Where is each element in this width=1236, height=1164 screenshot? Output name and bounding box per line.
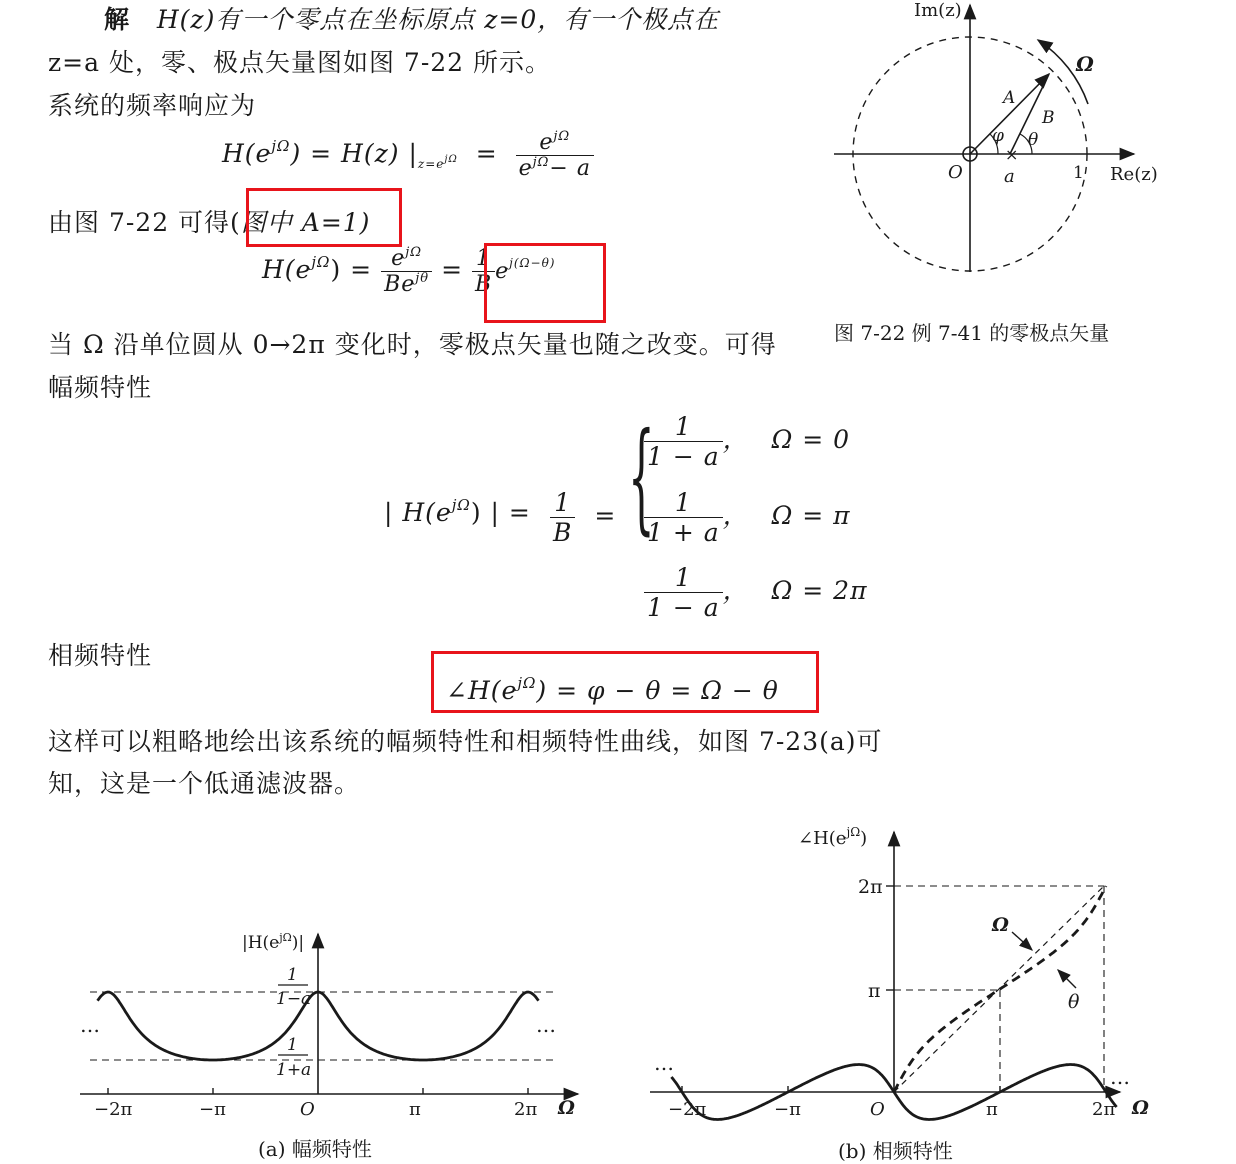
- phase-dots-left: …: [654, 1051, 674, 1075]
- phase-ytick-2pi: 2π: [858, 876, 883, 898]
- solution-line-5: 当 Ω 沿单位圆从 0→2π 变化时，零极点矢量也随之改变。可得: [48, 330, 777, 359]
- phase-theta-label: θ: [1068, 991, 1080, 1013]
- frequency-response-polar: $H(e^{j\Omega})$ = $\frac{e^{j\Omega}}{Be^{j\theta}}$ = $\frac{1}{B}$ $e^{j(\Omega-\theta)}$: [262, 245, 556, 297]
- phase-ytick-pi: π: [868, 980, 881, 1002]
- pole-a-label: a: [1004, 166, 1015, 187]
- mag-dots-right: …: [536, 1013, 556, 1037]
- solution-line-1: [104, 0, 719, 36]
- highlight-box-phase: [431, 651, 819, 713]
- mag-tick-label: O: [300, 1099, 315, 1120]
- solution-label: 解: [104, 5, 131, 34]
- phase-omega-label: Ω: [992, 914, 1009, 936]
- unit-label: 1: [1073, 163, 1084, 183]
- highlight-box-polar-form: [484, 243, 606, 323]
- phase-dots-right: …: [1110, 1065, 1130, 1089]
- fig722-caption: 图 7-22 例 7-41 的零极点矢量: [834, 321, 1110, 345]
- solution-line-9: 知，这是一个低通滤波器。: [48, 769, 361, 798]
- phase-equation: $\angle H(e^{j\Omega}) = \varphi - \theta = \Omega - \theta$: [446, 674, 779, 705]
- phase-response-chart: [640, 820, 1160, 1164]
- vector-b-label: B: [1042, 108, 1055, 128]
- solution-line-2: z=a 处，零、极点矢量图如图 7-22 所示。: [48, 48, 552, 77]
- mag-top-num: 1: [287, 965, 298, 985]
- phase-ylabel: $\angle H(e^{j\Omega})$: [798, 825, 868, 849]
- magnitude-response-chart: [60, 920, 600, 1164]
- omega-label: Ω: [1076, 52, 1094, 76]
- mag-xlabel: Ω: [558, 1097, 575, 1119]
- case-3: $\frac{1}{1 - a}$ ， Ω = 2π: [644, 563, 868, 622]
- mag-top-den: 1−a: [276, 989, 312, 1009]
- phase-tick-label: π: [986, 1099, 998, 1120]
- case-1: $\frac{1}{1 - a}$ ， Ω = 0: [644, 412, 850, 471]
- frequency-response-equation: $H(e^{j\Omega}) = H(z) |_{z=e}j\Omega$ = $\frac{e^{j\Omega}}{e^{j\Omega}- a}$: [222, 130, 594, 181]
- solution-line-3: 系统的频率响应为: [48, 91, 257, 120]
- solution-text-1: H(z)有一个零点在坐标原点 z=0，有一个极点在: [156, 5, 720, 34]
- pole-zero-diagram: [820, 0, 1236, 350]
- mag-caption: (a) 幅频特性: [258, 1137, 372, 1161]
- phase-tick-label: 2π: [1092, 1099, 1116, 1120]
- mag-bot-num: 1: [287, 1035, 298, 1055]
- vector-a-label: A: [1003, 88, 1016, 108]
- magnitude-one-over-b: $\frac{1}{B}$ =: [550, 488, 616, 547]
- phase-tick-label: O: [870, 1099, 885, 1120]
- theta-label: θ: [1028, 130, 1039, 150]
- mag-ylabel: $|H(e^{j\Omega})|$: [242, 931, 305, 953]
- phase-tick-label: −π: [774, 1099, 801, 1120]
- magnitude-equation-left: | $H(e^{j\Omega})$ | =: [384, 496, 531, 527]
- phi-label: φ: [992, 126, 1004, 146]
- phase-tick-label: −2π: [668, 1099, 707, 1120]
- phase-caption: (b) 相频特性: [838, 1139, 953, 1163]
- re-label: Re(z): [1110, 164, 1158, 185]
- mag-bot-den: 1+a: [276, 1060, 312, 1080]
- mag-tick-label: 2π: [514, 1099, 538, 1120]
- highlight-box-a-equals-1: [246, 188, 402, 247]
- mag-dots-left: …: [80, 1013, 100, 1037]
- mag-tick-label: π: [409, 1099, 421, 1120]
- origin-label: O: [948, 162, 963, 183]
- solution-line-4: 由图 7-22 可得(图中 A=1): [48, 208, 371, 237]
- solution-line-6: 幅频特性: [48, 373, 153, 402]
- cases-brace: {: [628, 408, 655, 547]
- mag-tick-label: −2π: [94, 1099, 133, 1120]
- solution-line-8: 这样可以粗略地绘出该系统的幅频特性和相频特性曲线，如图 7-23(a)可: [48, 727, 883, 756]
- mag-tick-label: −π: [199, 1099, 226, 1120]
- pole-marker: ×: [1005, 145, 1019, 164]
- im-label: Im(z): [914, 0, 962, 21]
- phase-xlabel: Ω: [1132, 1097, 1149, 1119]
- solution-line-7: 相频特性: [48, 641, 153, 670]
- case-2: $\frac{1}{1 + a}$ ， Ω = π: [644, 488, 851, 547]
